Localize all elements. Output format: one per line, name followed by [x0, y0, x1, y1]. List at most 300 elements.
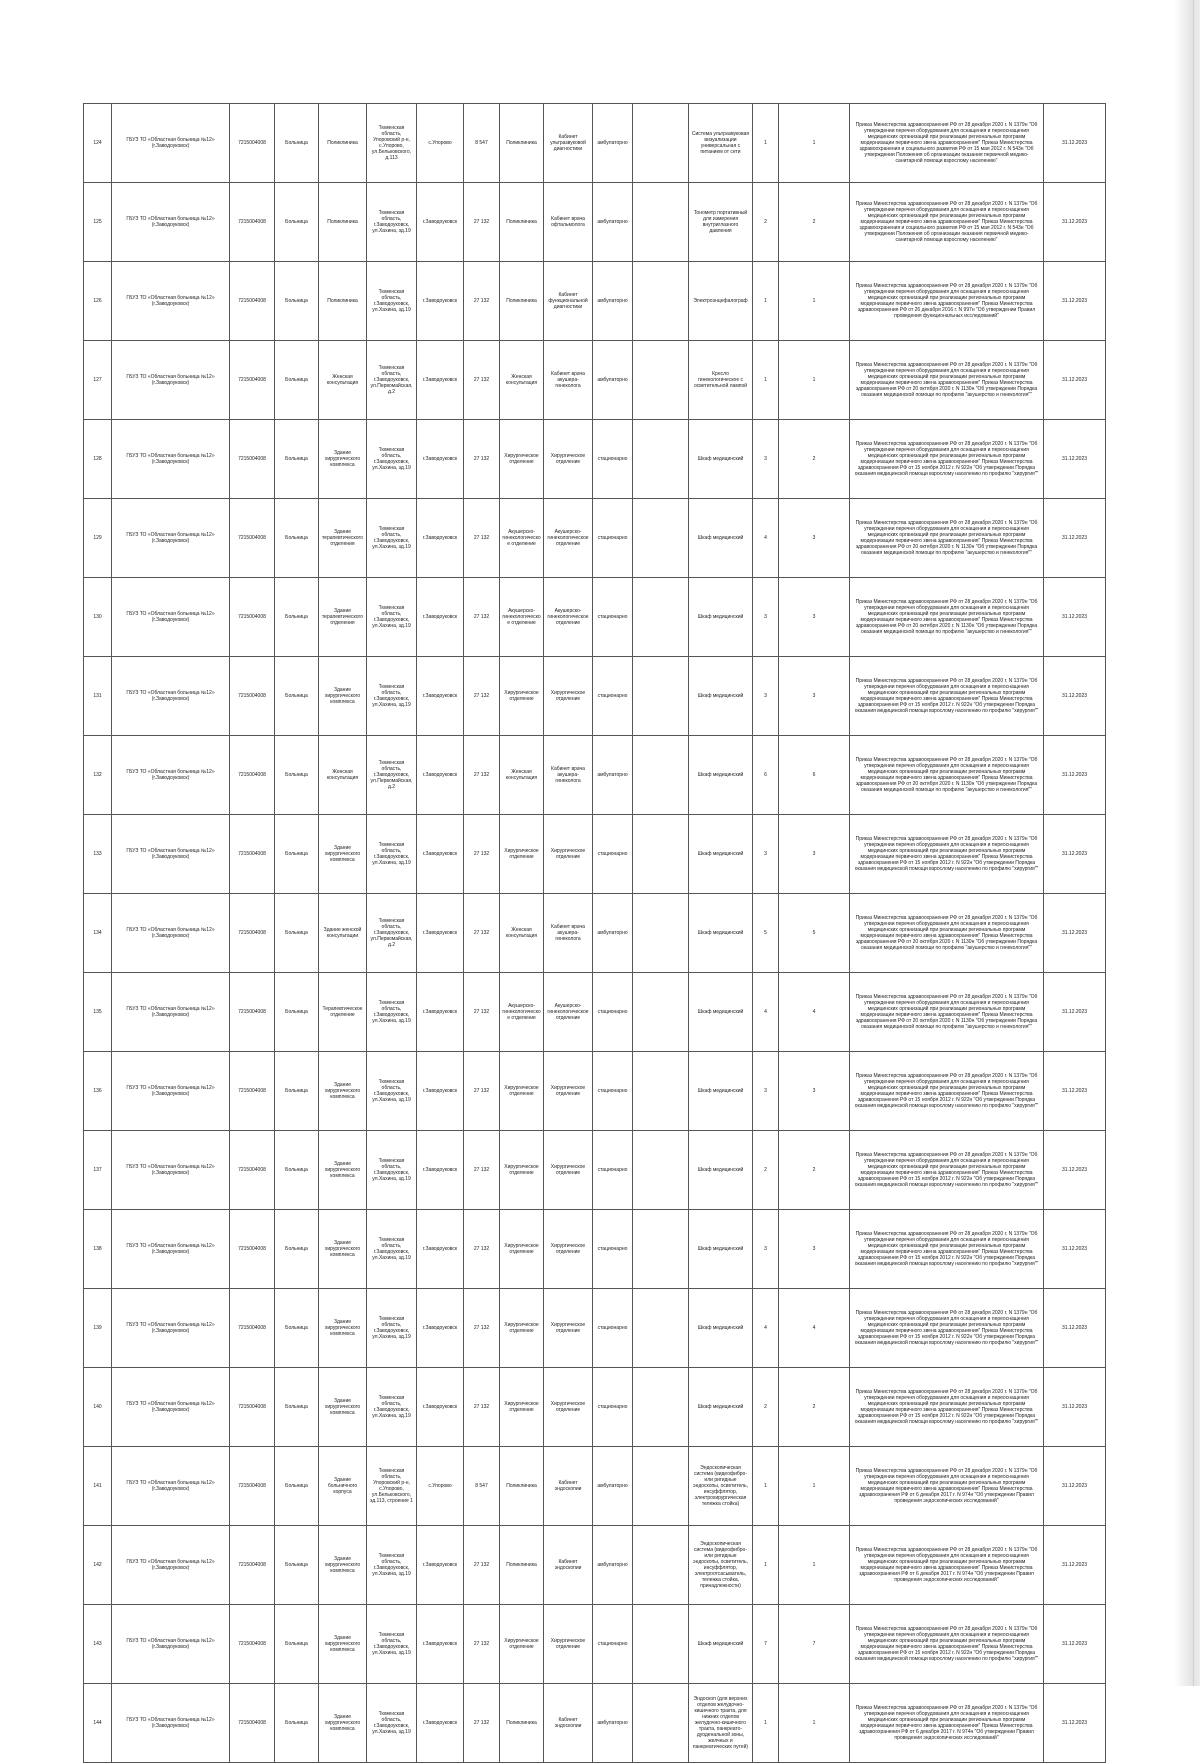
deadline-date-cell: 31.12.2023 — [1044, 736, 1106, 815]
legal-basis-cell: Приказ Министерства здравоохранения РФ от 28 декабря 2020 г. N 1379н "Об утверждении перечня оборудования для оснащения и переоснащения медицинских организаций при реализации региональных программ модернизации первичного звена здравоохранения" Приказ Министерства здравоохранения РФ от 26 декабря 2016 г. N 997н "Об утверждении Правил проведения функциональных исследований" — [850, 262, 1044, 341]
quantity-cell: 3 — [779, 578, 850, 657]
quantity-required-cell: 2 — [753, 1368, 779, 1447]
locality-cell: г.Заводоуковск — [417, 1605, 464, 1684]
table-row — [84, 815, 1106, 894]
address-cell: Тюменская область, г.Заводоуковск, ул.Хахина, зд.19 — [367, 815, 417, 894]
equipment-cell: Тонометр портативный для измерения внутриглазного давления — [689, 183, 753, 262]
inn-cell: 7215004008 — [230, 894, 275, 973]
address-cell: Тюменская область, г.Заводоуковск, ул.Первомайская, д.2 — [367, 341, 417, 420]
department-cell: Поликлиника — [500, 1447, 544, 1526]
deadline-date-cell: 31.12.2023 — [1044, 1605, 1106, 1684]
row-number-cell: 127 — [84, 341, 112, 420]
table-row — [84, 1131, 1106, 1210]
table-row — [84, 894, 1106, 973]
locality-cell: с.Упорово — [417, 1447, 464, 1526]
quantity-cell: 1 — [779, 1447, 850, 1526]
address-cell: Тюменская область, г.Заводоуковск, ул.Хахина, зд.19 — [367, 420, 417, 499]
deadline-date-cell: 31.12.2023 — [1044, 578, 1106, 657]
organization-cell: ГБУЗ ТО «Областная больница №12» (г.Заводоуковск) — [112, 736, 230, 815]
organization-cell: ГБУЗ ТО «Областная больница №12» (г.Заводоуковск) — [112, 1447, 230, 1526]
department-cell: Хирургическое отделение — [500, 420, 544, 499]
legal-basis-cell: Приказ Министерства здравоохранения РФ от 28 декабря 2020 г. N 1379н "Об утверждении перечня оборудования для оснащения и переоснащения медицинских организаций при реализации региональных программ модернизации первичного звена здравоохранения" Приказ Министерства здравоохранения РФ от 6 декабря 2017 г. N 974н "Об утверждении Правил проведения эндоскопических исследований" — [850, 1684, 1044, 1763]
address-cell: Тюменская область, г.Заводоуковск, ул.Хахина, зд.19 — [367, 1368, 417, 1447]
room-cell: Хирургическое отделение — [544, 1052, 593, 1131]
legal-basis-cell: Приказ Министерства здравоохранения РФ от 28 декабря 2020 г. N 1379н "Об утверждении перечня оборудования для оснащения и переоснащения медицинских организаций при реализации региональных программ модернизации первичного звена здравоохранения" Приказ Министерства здравоохранения РФ от 20 октября 2020 г. N 1130н "Об утверждении Порядка оказания медицинской помощи по профилю "акушерство и гинекология"" — [850, 341, 1044, 420]
locality-code-cell: 27 132 — [464, 1526, 500, 1605]
address-cell: Тюменская область, г.Заводоуковск, ул.Хахина, зд.19 — [367, 973, 417, 1052]
row-number-cell: 131 — [84, 657, 112, 736]
equipment-cell: Эндоскопическая система (видеофибро-или ригидные эндоскопы, осветитель, инсуффлятор, электроотсасыватель, тележка стойка, принадлежности) — [689, 1526, 753, 1605]
facility-type-cell: Больница — [275, 973, 319, 1052]
inn-cell: 7215004008 — [230, 262, 275, 341]
row-number-cell: 141 — [84, 1447, 112, 1526]
room-cell: Хирургическое отделение — [544, 815, 593, 894]
row-number-cell: 129 — [84, 499, 112, 578]
equipment-cell: Шкаф медицинский — [689, 1210, 753, 1289]
empty-cell — [633, 657, 689, 736]
organization-cell: ГБУЗ ТО «Областная больница №12» (г.Заводоуковск) — [112, 1684, 230, 1763]
locality-code-cell: 27 132 — [464, 1289, 500, 1368]
empty-cell — [633, 894, 689, 973]
quantity-required-cell: 2 — [753, 1131, 779, 1210]
building-cell: Терапевтическое отделение — [319, 973, 367, 1052]
organization-cell: ГБУЗ ТО «Областная больница №12» (г.Заводоуковск) — [112, 1131, 230, 1210]
legal-basis-cell: Приказ Министерства здравоохранения РФ от 28 декабря 2020 г. N 1379н "Об утверждении перечня оборудования для оснащения и переоснащения медицинских организаций при реализации региональных программ модернизации первичного звена здравоохранения" Приказ Министерства здравоохранения РФ от 20 октября 2020 г. N 1130н "Об утверждении Порядка оказания медицинской помощи по профилю "акушерство и гинекология"" — [850, 973, 1044, 1052]
inn-cell: 7215004008 — [230, 183, 275, 262]
equipment-cell: Шкаф медицинский — [689, 657, 753, 736]
address-cell: Тюменская область, г.Заводоуковск, ул.Первомайская, д.2 — [367, 736, 417, 815]
organization-cell: ГБУЗ ТО «Областная больница №12» (г.Заводоуковск) — [112, 815, 230, 894]
quantity-cell: 3 — [779, 499, 850, 578]
row-number-cell: 136 — [84, 1052, 112, 1131]
care-form-cell: амбулаторно — [593, 341, 633, 420]
equipment-cell: Шкаф медицинский — [689, 1289, 753, 1368]
building-cell: Здание хирургического комплекса — [319, 657, 367, 736]
department-cell: Поликлиника — [500, 183, 544, 262]
organization-cell: ГБУЗ ТО «Областная больница №12» (г.Заводоуковск) — [112, 183, 230, 262]
empty-cell — [633, 1684, 689, 1763]
empty-cell — [633, 1210, 689, 1289]
room-cell: Хирургическое отделение — [544, 657, 593, 736]
inn-cell: 7215004008 — [230, 657, 275, 736]
locality-cell: г.Заводоуковск — [417, 1526, 464, 1605]
empty-cell — [633, 183, 689, 262]
room-cell: Кабинет ультразвуковой диагностики — [544, 104, 593, 183]
quantity-cell: 3 — [779, 1210, 850, 1289]
address-cell: Тюменская область, г.Заводоуковск, ул.Хахина, зд.19 — [367, 1210, 417, 1289]
building-cell: Здание больничного корпуса — [319, 1447, 367, 1526]
address-cell: Тюменская область, г.Заводоуковск, ул.Хахина, зд.19 — [367, 262, 417, 341]
quantity-cell: 1 — [779, 104, 850, 183]
inn-cell: 7215004008 — [230, 499, 275, 578]
building-cell: Здание хирургического комплекса — [319, 1131, 367, 1210]
locality-code-cell: 27 132 — [464, 1210, 500, 1289]
facility-type-cell: Больница — [275, 1368, 319, 1447]
quantity-required-cell: 1 — [753, 1526, 779, 1605]
equipment-cell: Шкаф медицинский — [689, 420, 753, 499]
legal-basis-cell: Приказ Министерства здравоохранения РФ от 28 декабря 2020 г. N 1379н "Об утверждении перечня оборудования для оснащения и переоснащения медицинских организаций при реализации региональных программ модернизации первичного звена здравоохранения" Приказ Министерства здравоохранения РФ от 15 ноября 2012 г. N 922н "Об утверждении Порядка оказания медицинской помощи взрослому населению по профилю "хирургия"" — [850, 1605, 1044, 1684]
empty-cell — [633, 578, 689, 657]
table-row — [84, 1289, 1106, 1368]
locality-cell: г.Заводоуковск — [417, 1052, 464, 1131]
table-row — [84, 183, 1106, 262]
department-cell: Женская консультация — [500, 341, 544, 420]
quantity-required-cell: 1 — [753, 262, 779, 341]
scan-edge-line — [1193, 0, 1194, 1686]
building-cell: Поликлиника — [319, 262, 367, 341]
legal-basis-cell: Приказ Министерства здравоохранения РФ от 28 декабря 2020 г. N 1379н "Об утверждении перечня оборудования для оснащения и переоснащения медицинских организаций при реализации региональных программ модернизации первичного звена здравоохранения" Приказ Министерства здравоохранения и социального развития РФ от 15 мая 2012 г. N 543н "Об утверждении Положения об организации оказания первичной медико-санитарной помощи взрослому населению" — [850, 183, 1044, 262]
building-cell: Здание хирургического комплекса — [319, 1210, 367, 1289]
room-cell: Акушерско-гинекологическое отделение — [544, 499, 593, 578]
building-cell: Здание хирургического комплекса — [319, 1052, 367, 1131]
organization-cell: ГБУЗ ТО «Областная больница №12» (г.Заводоуковск) — [112, 1289, 230, 1368]
deadline-date-cell: 31.12.2023 — [1044, 420, 1106, 499]
room-cell: Кабинет эндоскопии — [544, 1526, 593, 1605]
facility-type-cell: Больница — [275, 262, 319, 341]
row-number-cell: 142 — [84, 1526, 112, 1605]
room-cell: Хирургическое отделение — [544, 1210, 593, 1289]
locality-code-cell: 27 132 — [464, 1684, 500, 1763]
table-row — [84, 1210, 1106, 1289]
quantity-required-cell: 3 — [753, 815, 779, 894]
quantity-cell: 1 — [779, 1684, 850, 1763]
table-body — [84, 104, 1106, 1763]
department-cell: Хирургическое отделение — [500, 1210, 544, 1289]
inn-cell: 7215004008 — [230, 1684, 275, 1763]
facility-type-cell: Больница — [275, 183, 319, 262]
locality-code-cell: 27 132 — [464, 262, 500, 341]
empty-cell — [633, 420, 689, 499]
empty-cell — [633, 1289, 689, 1368]
address-cell: Тюменская область, г.Заводоуковск, ул.Хахина, зд.19 — [367, 183, 417, 262]
room-cell: Кабинет врача акушера-гинеколога — [544, 736, 593, 815]
equipment-cell: Электроэнцефалограф — [689, 262, 753, 341]
quantity-cell: 3 — [779, 1052, 850, 1131]
table-row — [84, 973, 1106, 1052]
address-cell: Тюменская область, г.Заводоуковск, ул.Хахина, зд.19 — [367, 578, 417, 657]
empty-cell — [633, 973, 689, 1052]
equipment-cell: Шкаф медицинский — [689, 1131, 753, 1210]
room-cell: Хирургическое отделение — [544, 1605, 593, 1684]
department-cell: Поликлиника — [500, 104, 544, 183]
room-cell: Кабинет врача акушера-гинеколога — [544, 341, 593, 420]
empty-cell — [633, 104, 689, 183]
facility-type-cell: Больница — [275, 1447, 319, 1526]
scan-edge-shadow — [1174, 0, 1200, 1686]
locality-cell: г.Заводоуковск — [417, 1684, 464, 1763]
facility-type-cell: Больница — [275, 578, 319, 657]
equipment-cell: Шкаф медицинский — [689, 736, 753, 815]
quantity-cell: 6 — [779, 736, 850, 815]
table-row — [84, 341, 1106, 420]
equipment-cell: Кресло гинекологическое с осветительной лампой — [689, 341, 753, 420]
deadline-date-cell: 31.12.2023 — [1044, 894, 1106, 973]
organization-cell: ГБУЗ ТО «Областная больница №12» (г.Заводоуковск) — [112, 578, 230, 657]
care-form-cell: амбулаторно — [593, 1447, 633, 1526]
row-number-cell: 143 — [84, 1605, 112, 1684]
quantity-cell: 4 — [779, 973, 850, 1052]
table-row — [84, 1052, 1106, 1131]
facility-type-cell: Больница — [275, 420, 319, 499]
empty-cell — [633, 1447, 689, 1526]
deadline-date-cell: 31.12.2023 — [1044, 1368, 1106, 1447]
facility-type-cell: Больница — [275, 1289, 319, 1368]
care-form-cell: стационарно — [593, 1052, 633, 1131]
building-cell: Здание хирургического комплекса — [319, 420, 367, 499]
department-cell: Хирургическое отделение — [500, 1289, 544, 1368]
quantity-cell: 3 — [779, 657, 850, 736]
table-row — [84, 578, 1106, 657]
address-cell: Тюменская область, г.Заводоуковск, ул.Хахина, зд.19 — [367, 657, 417, 736]
locality-cell: г.Заводоуковск — [417, 657, 464, 736]
locality-cell: г.Заводоуковск — [417, 578, 464, 657]
department-cell: Хирургическое отделение — [500, 657, 544, 736]
empty-cell — [633, 736, 689, 815]
equipment-cell: Шкаф медицинский — [689, 499, 753, 578]
organization-cell: ГБУЗ ТО «Областная больница №12» (г.Заводоуковск) — [112, 499, 230, 578]
row-number-cell: 126 — [84, 262, 112, 341]
inn-cell: 7215004008 — [230, 1368, 275, 1447]
table-row — [84, 262, 1106, 341]
inn-cell: 7215004008 — [230, 104, 275, 183]
quantity-cell: 2 — [779, 1368, 850, 1447]
care-form-cell: стационарно — [593, 1131, 633, 1210]
organization-cell: ГБУЗ ТО «Областная больница №12» (г.Заводоуковск) — [112, 973, 230, 1052]
locality-cell: г.Заводоуковск — [417, 499, 464, 578]
facility-type-cell: Больница — [275, 657, 319, 736]
facility-type-cell: Больница — [275, 1526, 319, 1605]
locality-code-cell: 27 132 — [464, 1131, 500, 1210]
inn-cell: 7215004008 — [230, 1131, 275, 1210]
row-number-cell: 140 — [84, 1368, 112, 1447]
care-form-cell: стационарно — [593, 973, 633, 1052]
locality-cell: г.Заводоуковск — [417, 420, 464, 499]
locality-cell: г.Заводоуковск — [417, 1210, 464, 1289]
care-form-cell: стационарно — [593, 499, 633, 578]
empty-cell — [633, 1368, 689, 1447]
building-cell: Поликлиника — [319, 183, 367, 262]
empty-cell — [633, 1526, 689, 1605]
legal-basis-cell: Приказ Министерства здравоохранения РФ от 28 декабря 2020 г. N 1379н "Об утверждении перечня оборудования для оснащения и переоснащения медицинских организаций при реализации региональных программ модернизации первичного звена здравоохранения" Приказ Министерства здравоохранения РФ от 20 октября 2020 г. N 1130н "Об утверждении Порядка оказания медицинской помощи по профилю "акушерство и гинекология"" — [850, 736, 1044, 815]
deadline-date-cell: 31.12.2023 — [1044, 341, 1106, 420]
deadline-date-cell: 31.12.2023 — [1044, 1052, 1106, 1131]
locality-cell: г.Заводоуковск — [417, 341, 464, 420]
deadline-date-cell: 31.12.2023 — [1044, 183, 1106, 262]
row-number-cell: 133 — [84, 815, 112, 894]
building-cell: Здание хирургического комплекса — [319, 1684, 367, 1763]
equipment-cell: Эндоскоп (для верхних отделов желудочно-кишечного тракта, для нижних отделов желудочно-кишечного тракта, панкреато-дуоденальной зоны, желчных и панкреатических путей) — [689, 1684, 753, 1763]
inn-cell: 7215004008 — [230, 736, 275, 815]
legal-basis-cell: Приказ Министерства здравоохранения РФ от 28 декабря 2020 г. N 1379н "Об утверждении перечня оборудования для оснащения и переоснащения медицинских организаций при реализации региональных программ модернизации первичного звена здравоохранения" Приказ Министерства здравоохранения РФ от 15 ноября 2012 г. N 922н "Об утверждении Порядка оказания медицинской помощи взрослому населению по профилю "хирургия"" — [850, 1368, 1044, 1447]
organization-cell: ГБУЗ ТО «Областная больница №12» (г.Заводоуковск) — [112, 1368, 230, 1447]
quantity-required-cell: 1 — [753, 1447, 779, 1526]
department-cell: Хирургическое отделение — [500, 1605, 544, 1684]
room-cell: Акушерско-гинекологическое отделение — [544, 973, 593, 1052]
room-cell: Хирургическое отделение — [544, 1368, 593, 1447]
quantity-required-cell: 3 — [753, 1210, 779, 1289]
address-cell: Тюменская область, г.Заводоуковск, ул.Хахина, зд.19 — [367, 1605, 417, 1684]
deadline-date-cell: 31.12.2023 — [1044, 1210, 1106, 1289]
empty-cell — [633, 1131, 689, 1210]
locality-code-cell: 27 132 — [464, 894, 500, 973]
quantity-required-cell: 7 — [753, 1605, 779, 1684]
department-cell: Хирургическое отделение — [500, 1052, 544, 1131]
row-number-cell: 144 — [84, 1684, 112, 1763]
department-cell: Акушерско-гинекологическое отделение — [500, 578, 544, 657]
care-form-cell: амбулаторно — [593, 262, 633, 341]
organization-cell: ГБУЗ ТО «Областная больница №12» (г.Заводоуковск) — [112, 1605, 230, 1684]
room-cell: Хирургическое отделение — [544, 1289, 593, 1368]
row-number-cell: 137 — [84, 1131, 112, 1210]
legal-basis-cell: Приказ Министерства здравоохранения РФ от 28 декабря 2020 г. N 1379н "Об утверждении перечня оборудования для оснащения и переоснащения медицинских организаций при реализации региональных программ модернизации первичного звена здравоохранения" Приказ Министерства здравоохранения РФ от 15 ноября 2012 г. N 922н "Об утверждении Порядка оказания медицинской помощи взрослому населению по профилю "хирургия"" — [850, 815, 1044, 894]
department-cell: Хирургическое отделение — [500, 1131, 544, 1210]
locality-code-cell: 27 132 — [464, 183, 500, 262]
row-number-cell: 124 — [84, 104, 112, 183]
address-cell: Тюменская область, г.Заводоуковск, ул.Хахина, зд.19 — [367, 1289, 417, 1368]
table-row — [84, 420, 1106, 499]
facility-type-cell: Больница — [275, 815, 319, 894]
care-form-cell: стационарно — [593, 657, 633, 736]
equipment-cell: Шкаф медицинский — [689, 578, 753, 657]
deadline-date-cell: 31.12.2023 — [1044, 1131, 1106, 1210]
equipment-cell: Шкаф медицинский — [689, 894, 753, 973]
locality-code-cell: 27 132 — [464, 815, 500, 894]
care-form-cell: амбулаторно — [593, 1684, 633, 1763]
locality-code-cell: 27 132 — [464, 578, 500, 657]
row-number-cell: 132 — [84, 736, 112, 815]
room-cell: Кабинет эндоскопии — [544, 1684, 593, 1763]
row-number-cell: 125 — [84, 183, 112, 262]
legal-basis-cell: Приказ Министерства здравоохранения РФ от 28 декабря 2020 г. N 1379н "Об утверждении перечня оборудования для оснащения и переоснащения медицинских организаций при реализации региональных программ модернизации первичного звена здравоохранения" Приказ Министерства здравоохранения РФ от 15 ноября 2012 г. N 922н "Об утверждении Порядка оказания медицинской помощи взрослому населению по профилю "хирургия"" — [850, 1131, 1044, 1210]
facility-type-cell: Больница — [275, 1684, 319, 1763]
facility-type-cell: Больница — [275, 1605, 319, 1684]
empty-cell — [633, 341, 689, 420]
locality-code-cell: 27 132 — [464, 1052, 500, 1131]
legal-basis-cell: Приказ Министерства здравоохранения РФ от 28 декабря 2020 г. N 1379н "Об утверждении перечня оборудования для оснащения и переоснащения медицинских организаций при реализации региональных программ модернизации первичного звена здравоохранения" Приказ Министерства здравоохранения РФ от 15 ноября 2012 г. N 922н "Об утверждении Порядка оказания медицинской помощи взрослому населению по профилю "хирургия"" — [850, 1052, 1044, 1131]
address-cell: Тюменская область, г.Заводоуковск, ул.Хахина, зд.19 — [367, 499, 417, 578]
quantity-cell: 2 — [779, 420, 850, 499]
room-cell: Хирургическое отделение — [544, 1131, 593, 1210]
care-form-cell: стационарно — [593, 1368, 633, 1447]
deadline-date-cell: 31.12.2023 — [1044, 815, 1106, 894]
legal-basis-cell: Приказ Министерства здравоохранения РФ от 28 декабря 2020 г. N 1379н "Об утверждении перечня оборудования для оснащения и переоснащения медицинских организаций при реализации региональных программ модернизации первичного звена здравоохранения" Приказ Министерства здравоохранения РФ от 6 декабря 2017 г. N 974н "Об утверждении Правил проведения эндоскопических исследований" — [850, 1526, 1044, 1605]
equipment-cell: Шкаф медицинский — [689, 1368, 753, 1447]
table-row — [84, 1447, 1106, 1526]
quantity-required-cell: 2 — [753, 183, 779, 262]
locality-cell: г.Заводоуковск — [417, 1368, 464, 1447]
deadline-date-cell: 31.12.2023 — [1044, 262, 1106, 341]
deadline-date-cell: 31.12.2023 — [1044, 104, 1106, 183]
locality-code-cell: 27 132 — [464, 499, 500, 578]
table-row — [84, 1368, 1106, 1447]
quantity-required-cell: 3 — [753, 1052, 779, 1131]
organization-cell: ГБУЗ ТО «Областная больница №12» (г.Заводоуковск) — [112, 894, 230, 973]
facility-type-cell: Больница — [275, 341, 319, 420]
quantity-cell: 5 — [779, 894, 850, 973]
organization-cell: ГБУЗ ТО «Областная больница №12» (г.Заводоуковск) — [112, 262, 230, 341]
locality-code-cell: 27 132 — [464, 657, 500, 736]
room-cell: Хирургическое отделение — [544, 420, 593, 499]
building-cell: Здание хирургического комплекса — [319, 1526, 367, 1605]
empty-cell — [633, 815, 689, 894]
equipment-cell: Шкаф медицинский — [689, 815, 753, 894]
facility-type-cell: Больница — [275, 894, 319, 973]
facility-type-cell: Больница — [275, 1210, 319, 1289]
inn-cell: 7215004008 — [230, 578, 275, 657]
quantity-required-cell: 4 — [753, 973, 779, 1052]
legal-basis-cell: Приказ Министерства здравоохранения РФ от 28 декабря 2020 г. N 1379н "Об утверждении перечня оборудования для оснащения и переоснащения медицинских организаций при реализации региональных программ модернизации первичного звена здравоохранения" Приказ Министерства здравоохранения РФ от 15 ноября 2012 г. N 922н "Об утверждении Порядка оказания медицинской помощи взрослому населению по профилю "хирургия"" — [850, 1289, 1044, 1368]
inn-cell: 7215004008 — [230, 1289, 275, 1368]
care-form-cell: стационарно — [593, 578, 633, 657]
locality-cell: г.Заводоуковск — [417, 815, 464, 894]
locality-code-cell: 8 547 — [464, 104, 500, 183]
care-form-cell: амбулаторно — [593, 736, 633, 815]
deadline-date-cell: 31.12.2023 — [1044, 657, 1106, 736]
legal-basis-cell: Приказ Министерства здравоохранения РФ от 28 декабря 2020 г. N 1379н "Об утверждении перечня оборудования для оснащения и переоснащения медицинских организаций при реализации региональных программ модернизации первичного звена здравоохранения" Приказ Министерства здравоохранения РФ от 6 декабря 2017 г. N 974н "Об утверждении Правил проведения эндоскопических исследований" — [850, 1447, 1044, 1526]
empty-cell — [633, 262, 689, 341]
room-cell: Кабинет врача офтальмолога — [544, 183, 593, 262]
table-row — [84, 736, 1106, 815]
care-form-cell: стационарно — [593, 420, 633, 499]
care-form-cell: амбулаторно — [593, 183, 633, 262]
locality-cell: г.Заводоуковск — [417, 1131, 464, 1210]
care-form-cell: амбулаторно — [593, 894, 633, 973]
address-cell: Тюменская область, г.Заводоуковск, ул.Хахина, зд.19 — [367, 1052, 417, 1131]
care-form-cell: амбулаторно — [593, 1526, 633, 1605]
quantity-required-cell: 5 — [753, 894, 779, 973]
department-cell: Хирургическое отделение — [500, 815, 544, 894]
inn-cell: 7215004008 — [230, 973, 275, 1052]
row-number-cell: 138 — [84, 1210, 112, 1289]
table-row — [84, 1605, 1106, 1684]
locality-cell: с.Упорово — [417, 104, 464, 183]
row-number-cell: 135 — [84, 973, 112, 1052]
inn-cell: 7215004008 — [230, 1526, 275, 1605]
deadline-date-cell: 31.12.2023 — [1044, 1684, 1106, 1763]
facility-type-cell: Больница — [275, 1131, 319, 1210]
department-cell: Женская консультация — [500, 736, 544, 815]
organization-cell: ГБУЗ ТО «Областная больница №12» (г.Заводоуковск) — [112, 1210, 230, 1289]
building-cell: Здание женской консультации — [319, 894, 367, 973]
building-cell: Здание хирургического комплекса — [319, 1289, 367, 1368]
department-cell: Акушерско-гинекологическое отделение — [500, 973, 544, 1052]
inn-cell: 7215004008 — [230, 1210, 275, 1289]
locality-cell: г.Заводоуковск — [417, 736, 464, 815]
department-cell: Поликлиника — [500, 262, 544, 341]
empty-cell — [633, 1605, 689, 1684]
address-cell: Тюменская область, г.Заводоуковск, ул.Хахина, зд.19 — [367, 1684, 417, 1763]
facility-type-cell: Больница — [275, 736, 319, 815]
locality-cell: г.Заводоуковск — [417, 973, 464, 1052]
row-number-cell: 139 — [84, 1289, 112, 1368]
locality-code-cell: 27 132 — [464, 736, 500, 815]
table-row — [84, 1684, 1106, 1763]
organization-cell: ГБУЗ ТО «Областная больница №12» (г.Заводоуковск) — [112, 341, 230, 420]
building-cell: Женская консультация — [319, 736, 367, 815]
locality-code-cell: 27 132 — [464, 1368, 500, 1447]
address-cell: Тюменская область, г.Заводоуковск, ул.Хахина, зд.19 — [367, 1526, 417, 1605]
department-cell: Поликлиника — [500, 1684, 544, 1763]
legal-basis-cell: Приказ Министерства здравоохранения РФ от 28 декабря 2020 г. N 1379н "Об утверждении перечня оборудования для оснащения и переоснащения медицинских организаций при реализации региональных программ модернизации первичного звена здравоохранения" Приказ Министерства здравоохранения РФ от 15 ноября 2012 г. N 922н "Об утверждении Порядка оказания медицинской помощи взрослому населению по профилю "хирургия"" — [850, 420, 1044, 499]
quantity-cell: 2 — [779, 183, 850, 262]
address-cell: Тюменская область, Упоровский р-н, с.Упорово, ул.Бельковского, д.113 — [367, 104, 417, 183]
care-form-cell: стационарно — [593, 815, 633, 894]
building-cell: Здание хирургического комплекса — [319, 815, 367, 894]
address-cell: Тюменская область, Упоровский р-н, с.Упорово, ул.Бельковского, зд.113, строение 1 — [367, 1447, 417, 1526]
legal-basis-cell: Приказ Министерства здравоохранения РФ от 28 декабря 2020 г. N 1379н "Об утверждении перечня оборудования для оснащения и переоснащения медицинских организаций при реализации региональных программ модернизации первичного звена здравоохранения" Приказ Министерства здравоохранения РФ от 20 октября 2020 г. N 1130н "Об утверждении Порядка оказания медицинской помощи по профилю "акушерство и гинекология"" — [850, 499, 1044, 578]
equipment-cell: Эндоскопическая система (видеофибро-или ригидные эндоскопы, осветитель, инсуффлятор, электрохирургическая тележка стойка) — [689, 1447, 753, 1526]
equipment-cell: Система ультразвуковая визуализации универсальная с питанием от сети — [689, 104, 753, 183]
